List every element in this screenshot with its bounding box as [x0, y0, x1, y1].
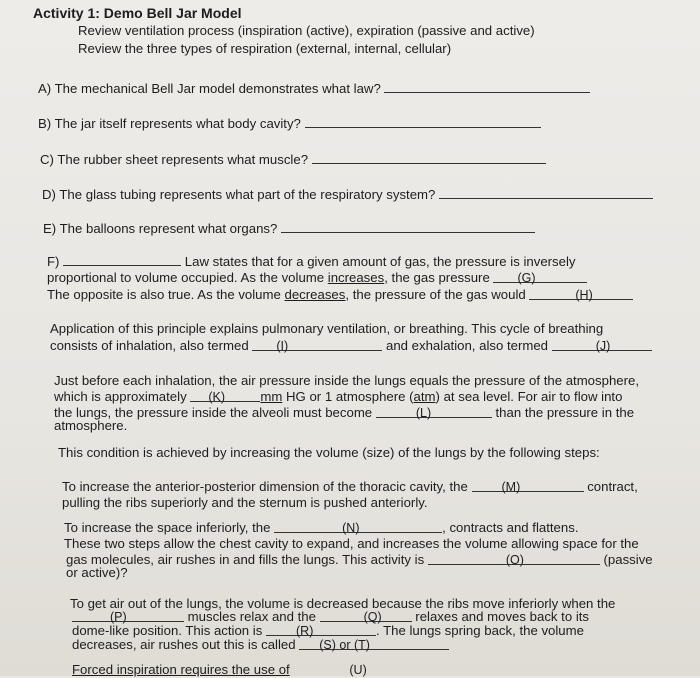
question-b: [38, 115, 541, 131]
step2-line-3-text-b: (passive: [603, 552, 653, 567]
out-line-2-text-b: relaxes and moves back to its: [415, 609, 590, 624]
before-line-3-text-b: than the pressure in the: [495, 405, 635, 420]
step1-line-2: pulling the ribs superiorly and the sternum is pushed anteriorly.: [62, 495, 428, 510]
application-line-2-text-b: and exhalation, also termed: [386, 338, 549, 353]
out-line-2: [72, 609, 589, 624]
question-a-text: A) The mechanical Bell Jar model demonstrates what law?: [38, 81, 381, 96]
before-line-3: [54, 405, 634, 420]
answer-blank-o[interactable]: [428, 552, 600, 565]
answer-blank-m[interactable]: [472, 479, 584, 492]
blank-l-label: (L): [415, 406, 432, 420]
blank-s-t-label: (S) or (T): [319, 638, 370, 652]
f-line-2-text-a: proportional to volume occupied. As the volume: [47, 270, 328, 285]
f-line-2-text-b: , the gas pressure: [384, 270, 490, 285]
answer-blank-p[interactable]: [72, 609, 184, 622]
answer-blank-g[interactable]: [493, 270, 587, 283]
blank-k-label: (K): [208, 390, 226, 404]
question-e-text: E) The balloons represent what organs?: [43, 221, 278, 236]
review-line-2: Review the three types of respiration (external, internal, cellular): [78, 41, 452, 56]
question-d-text: D) The glass tubing represents what part of the respiratory system?: [42, 187, 436, 202]
step2-line-2: These two steps allow the chest cavity to expand, and increases the volume allowing space for the: [64, 536, 639, 551]
step2-line-3: [66, 552, 653, 567]
question-b-text: B) The jar itself represents what body cavity?: [38, 116, 301, 131]
question-c: [40, 151, 546, 167]
blank-n-label: (N): [342, 521, 360, 535]
blank-g-label: (G): [517, 271, 536, 285]
before-line-4: atmosphere.: [54, 418, 128, 433]
step2-line-3-text-a: gas molecules, air rushes in and fills the lungs. This activity is: [66, 552, 425, 567]
application-line-2: [50, 338, 652, 353]
blank-r-label: (R): [296, 624, 314, 638]
blank-u-label: (U): [349, 663, 367, 677]
f-label: F): [47, 254, 60, 269]
atm-word: atm: [413, 389, 436, 404]
answer-blank-b[interactable]: [305, 115, 541, 128]
blank-i-label: (I): [276, 339, 289, 353]
f-line-3-text-a: The opposite is also true. As the volume: [47, 287, 285, 302]
application-line-2-text-a: consists of inhalation, also termed: [50, 338, 249, 353]
answer-blank-d[interactable]: [439, 186, 653, 199]
f-line-2: [47, 270, 587, 285]
out-line-4-text-a: decreases, air rushes out this is called: [72, 637, 296, 652]
before-line-3-text-a: the lungs, the pressure inside the alveoli must become: [54, 405, 373, 420]
answer-blank-s-t[interactable]: [299, 637, 449, 650]
step2-line-1-text-a: To increase the space inferiorly, the: [64, 520, 271, 535]
step2-line-1: [64, 520, 579, 535]
f-line-1-text: Law states that for a given amount of gas, the pressure is inversely: [184, 254, 576, 269]
review-line-1: Review ventilation process (inspiration (active), expiration (passive and active): [78, 23, 535, 38]
before-line-2-text-a: which is approximately: [54, 389, 187, 404]
before-line-2-text-b: HG or 1 atmosphere (: [286, 389, 414, 404]
question-c-text: C) The rubber sheet represents what muscle?: [40, 152, 309, 167]
answer-blank-a[interactable]: [384, 80, 590, 93]
before-line-2: [54, 389, 622, 404]
blank-q-label: (Q): [363, 610, 382, 624]
mm-word: mm: [260, 389, 283, 404]
answer-blank-r[interactable]: [266, 623, 376, 636]
out-line-1: To get air out of the lungs, the volume is decreased because the ribs move inferiorly when the: [70, 596, 616, 611]
answer-blank-i[interactable]: [252, 338, 382, 351]
answer-blank-n[interactable]: [274, 520, 442, 533]
answer-blank-c[interactable]: [312, 151, 546, 164]
answer-blank-h[interactable]: [529, 287, 633, 300]
answer-blank-q[interactable]: [320, 609, 412, 622]
step1-line-1-text-a: To increase the anterior-posterior dimension of the thoracic cavity, the: [62, 479, 468, 494]
question-e: [43, 220, 535, 236]
answer-blank-j[interactable]: [552, 338, 652, 351]
answer-blank-k[interactable]: [190, 389, 260, 402]
step1-line-1-text-b: contract,: [587, 479, 638, 494]
question-d: [42, 186, 653, 202]
blank-h-label: (H): [575, 288, 593, 302]
question-a: [38, 80, 590, 96]
f-line-3-text-b: , the pressure of the gas would: [345, 287, 526, 302]
step2-line-1-text-b: , contracts and flattens.: [442, 520, 579, 535]
forced-text: Forced inspiration requires the use of: [72, 662, 290, 677]
f-line-3: [47, 287, 633, 302]
step1-line-1: [62, 479, 638, 494]
decreases-word: decreases: [284, 287, 346, 302]
answer-blank-e[interactable]: [281, 220, 535, 233]
blank-o-label: (O): [505, 553, 524, 567]
step2-line-4: or active)?: [66, 565, 128, 580]
answer-blank-l[interactable]: [376, 405, 492, 418]
f-line-1: [47, 253, 576, 269]
out-line-3: [72, 623, 584, 638]
condition-line: This condition is achieved by increasing the volume (size) of the lungs by the following steps:: [58, 445, 600, 460]
out-line-3-text-a: dome-like position. This action is: [72, 623, 263, 638]
before-line-2-text-c: ) at sea level. For air to flow into: [435, 389, 623, 404]
increases-word: increases: [327, 270, 385, 285]
out-line-4: [72, 637, 449, 652]
application-line-1: Application of this principle explains pulmonary ventilation, or breathing. This cycle of breathing: [50, 321, 604, 336]
answer-blank-f[interactable]: [63, 253, 181, 266]
blank-j-label: (J): [595, 339, 611, 353]
out-line-2-text-a: muscles relax and the: [187, 609, 316, 624]
before-line-1: Just before each inhalation, the air pressure inside the lungs equals the pressure of the atmosphere,: [54, 373, 640, 388]
activity-title: Activity 1: Demo Bell Jar Model: [33, 5, 242, 21]
blank-p-label: (P): [110, 610, 127, 624]
blank-m-label: (M): [501, 480, 521, 494]
out-line-3-text-b: . The lungs spring back, the volume: [376, 623, 584, 638]
